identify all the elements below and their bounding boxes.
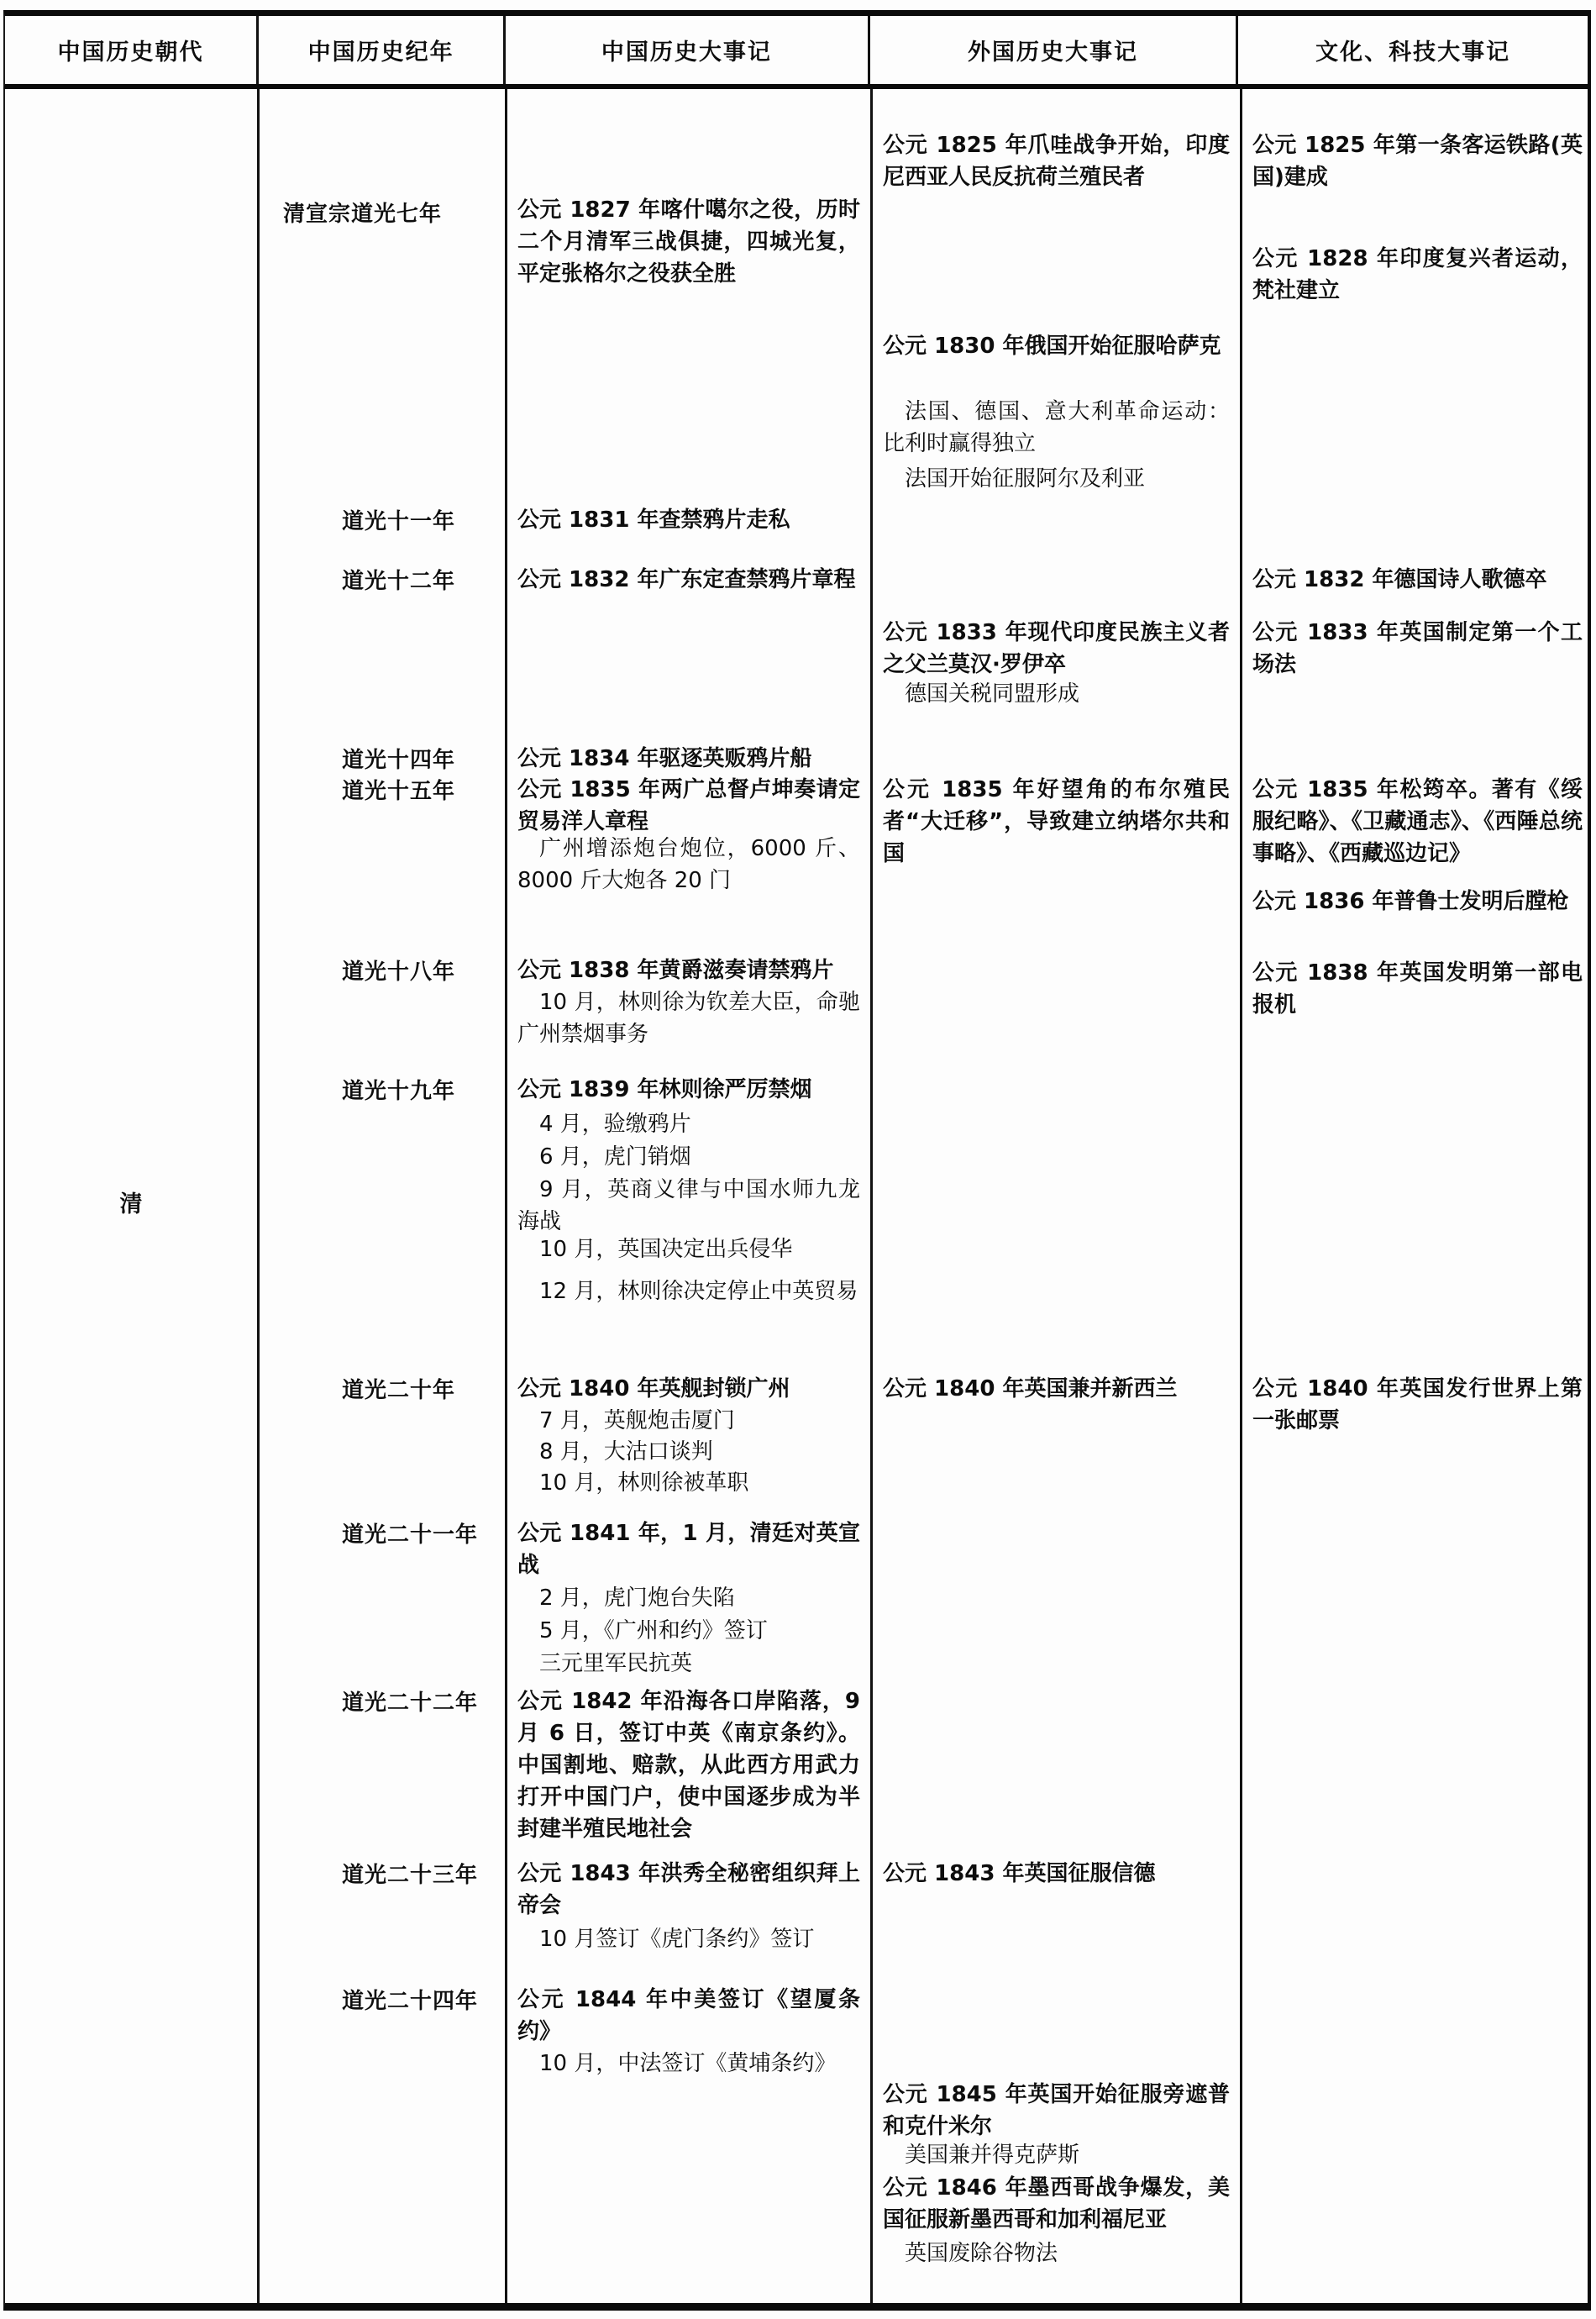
column-china-events [505,89,870,2303]
era-label: 道光二十一年 [342,1522,479,1548]
event-paragraph: 公元 1835 年松筠卒。著有《绥服纪略》、《卫藏通志》、《西陲总统事略》、《西藏巡边记》 [1252,777,1583,866]
event-subline: 法国开始征服阿尔及利亚 [905,466,1146,492]
event-paragraph: 公元 1830 年俄国开始征服哈萨克 [883,334,1221,359]
event-paragraph: 公元 1838 年黄爵滋奏请禁鸦片 [517,958,834,983]
event-paragraph: 公元 1843 年英国征服信德 [883,1861,1156,1886]
header-cell-era [256,16,503,84]
event-subline: 12 月，林则徐决定停止中英贸易 [539,1279,858,1304]
era-label: 道光十一年 [342,509,456,534]
event-paragraph: 公元 1832 年广东定查禁鸦片章程 [517,567,856,592]
header-label: 中国历史纪年 [307,39,454,66]
event-paragraph: 公元 1831 年查禁鸦片走私 [517,507,790,533]
event-paragraph: 公元 1839 年林则徐严厉禁烟 [517,1077,812,1102]
column-dynasty [5,89,257,2303]
event-paragraph: 公元 1840 年英国兼并新西兰 [883,1376,1178,1401]
event-subline: 德国关税同盟形成 [905,681,1080,707]
event-paragraph: 公元 1833 年英国制定第一个工场法 [1252,620,1583,677]
table-header-row [3,10,1591,89]
event-subline: 7 月，英舰炮击厦门 [539,1408,735,1433]
event-subline: 9 月，英商义律与中国水师九龙海战 [517,1177,860,1234]
event-paragraph: 公元 1841 年，1 月，清廷对英宣战 [517,1521,860,1578]
era-label: 清宣宗道光七年 [283,202,443,227]
event-paragraph: 公元 1843 年洪秀全秘密组织拜上帝会 [517,1861,860,1918]
event-paragraph: 公元 1825 年第一条客运铁路(英国)建成 [1252,133,1583,190]
era-label: 道光二十三年 [342,1863,479,1888]
event-subline: 广州增添炮台炮位，6000 斤、8000 斤大炮各 20 门 [517,836,860,893]
header-cell-china-events [503,16,868,84]
table-body [3,89,1591,2311]
column-culture-events [1240,89,1593,2303]
event-subline: 英国废除谷物法 [905,2241,1058,2266]
event-subline: 10 月，英国决定出兵侵华 [539,1237,793,1262]
header-label: 中国历史大事记 [601,39,772,66]
header-label: 中国历史朝代 [57,39,204,66]
dynasty-label: 清 [119,1191,143,1217]
event-paragraph: 公元 1833 年现代印度民族主义者之父兰莫汉·罗伊卒 [883,620,1230,677]
header-cell-culture-events [1236,16,1588,84]
event-subline: 6 月，虎门销烟 [539,1144,691,1170]
era-label: 道光十九年 [342,1079,456,1104]
event-paragraph: 公元 1838 年英国发明第一部电报机 [1252,960,1583,1018]
event-paragraph: 公元 1836 年普鲁士发明后膛枪 [1252,889,1569,914]
event-subline: 10 月签订《虎门条约》签订 [539,1927,815,1952]
event-paragraph: 公元 1844 年中美签订《望厦条约》 [517,1987,860,2044]
era-label: 道光二十年 [342,1378,456,1403]
event-subline: 4 月，验缴鸦片 [539,1112,691,1137]
era-label: 道光二十四年 [342,1989,479,2014]
event-subline: 10 月，林则徐为钦差大臣，命驰广州禁烟事务 [517,990,860,1047]
header-label: 文化、科技大事记 [1315,39,1511,66]
column-era [257,89,505,2303]
event-paragraph: 公元 1835 年好望角的布尔殖民者“大迁移”，导致建立纳塔尔共和国 [883,777,1230,866]
era-label: 道光十四年 [342,748,456,773]
event-paragraph: 公元 1846 年墨西哥战争爆发，美国征服新墨西哥和加利福尼亚 [883,2175,1230,2232]
event-subline: 10 月，中法签订《黄埔条约》 [539,2051,837,2076]
era-label: 道光二十二年 [342,1691,479,1716]
era-label: 道光十二年 [342,569,456,594]
header-cell-dynasty [5,16,256,84]
event-subline: 10 月，林则徐被革职 [539,1470,749,1496]
event-paragraph: 公元 1845 年英国开始征服旁遮普和克什米尔 [883,2082,1230,2139]
event-subline: 8 月，大沽口谈判 [539,1439,713,1464]
era-label: 道光十五年 [342,779,456,804]
event-subline: 美国兼并得克萨斯 [905,2143,1080,2168]
event-paragraph: 公元 1834 年驱逐英贩鸦片船 [517,746,812,771]
era-label: 道光十八年 [342,960,456,985]
event-paragraph: 公元 1840 年英舰封锁广州 [517,1376,790,1401]
event-paragraph: 公元 1827 年喀什噶尔之役，历时二个月清军三战俱捷，四城光复，平定张格尔之役获全胜 [517,197,860,287]
event-paragraph: 公元 1840 年英国发行世界上第一张邮票 [1252,1376,1583,1433]
event-subline: 三元里军民抗英 [539,1651,693,1676]
event-paragraph: 公元 1825 年爪哇战争开始，印度尼西亚人民反抗荷兰殖民者 [883,133,1230,190]
event-subline: 5 月，《广州和约》签订 [539,1618,768,1643]
history-table [3,10,1591,2311]
event-paragraph: 公元 1842 年沿海各口岸陷落，9 月 6 日，签订中英《南京条约》。中国割地、赔款，从此西方用武力打开中国门户，使中国逐步成为半封建半殖民地社会 [517,1689,860,1842]
column-foreign-events [870,89,1240,2303]
event-subline: 2 月，虎门炮台失陷 [539,1585,735,1611]
header-cell-foreign-events [868,16,1236,84]
event-paragraph: 公元 1828 年印度复兴者运动，梵社建立 [1252,246,1583,303]
event-subline: 法国、德国、意大利革命运动：比利时赢得独立 [883,399,1230,456]
event-paragraph: 公元 1835 年两广总督卢坤奏请定贸易洋人章程 [517,777,860,834]
event-paragraph: 公元 1832 年德国诗人歌德卒 [1252,567,1547,592]
header-label: 外国历史大事记 [968,39,1139,66]
